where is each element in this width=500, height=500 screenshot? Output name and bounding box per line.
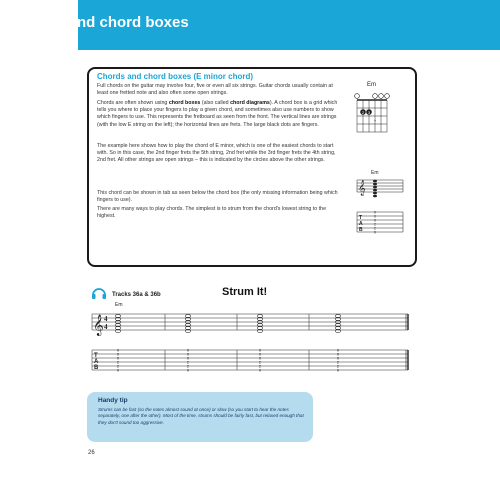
tab-value: 0 xyxy=(186,347,190,353)
tab-value: 0 xyxy=(186,355,190,361)
tab-value: 2 xyxy=(116,363,120,369)
chord-noteheads xyxy=(373,180,377,198)
tab-value: 0 xyxy=(116,347,120,353)
strum-notation xyxy=(90,312,410,382)
handy-tip-title: Handy tip xyxy=(98,397,128,404)
tab-value: 2 xyxy=(258,359,262,365)
strum-chord-name: Em xyxy=(115,302,123,308)
tab-letter-b: B xyxy=(359,227,363,233)
bold-term-chord-diagrams: chord diagrams xyxy=(230,100,270,106)
tab-value: 0 xyxy=(186,351,190,357)
tracks-label: Tracks 36a & 36b xyxy=(112,292,161,298)
paragraph-text: Chords are often shown using xyxy=(97,100,169,106)
tab-value: 2 xyxy=(186,359,190,365)
tab-value: 0 xyxy=(258,347,262,353)
tab-value: 0 xyxy=(374,218,376,223)
strum-staff-lines xyxy=(92,314,408,330)
tab-value: 0 xyxy=(258,367,262,373)
tab-value: 2 xyxy=(336,359,340,365)
tab-value: 0 xyxy=(258,355,262,361)
treble-clef-icon: 𝄞 xyxy=(93,315,104,336)
tab-value: 2 xyxy=(374,222,376,227)
paragraph-e-minor: The example here shows how to play the chord of E minor, which is one of the easiest chords to start with. So in this case, the 2nd finger frets the 5th string, 2nd fret while the 3rd finger frets the 4th string, 2nd fret. All other strings are open strings – this is indicated by the circles above the other strings. xyxy=(97,143,336,164)
headphones-icon[interactable] xyxy=(91,286,107,300)
finger-number-3: 3 xyxy=(367,109,371,115)
tab-value: 0 xyxy=(336,351,340,357)
time-signature-top: 4 xyxy=(104,315,108,323)
paragraph-text: ). A chord box is a grid which tells you where to place your fingers to play a given chord, and sometimes also use numbers to show which fingers to use. This represents the fretboard as seen from the front. The vertical lines are strings (with the low E string on the left); the horizontal lines are frets. The large black dots are fingers. xyxy=(97,100,338,128)
tab-value: 2 xyxy=(116,359,120,365)
tab-value: 2 xyxy=(374,226,376,231)
strum-chord-2 xyxy=(185,314,190,372)
tab-value: 2 xyxy=(336,363,340,369)
tab-letter-b: B xyxy=(94,365,99,371)
strum-chord-1 xyxy=(115,314,120,372)
tab-letter-t: T xyxy=(359,215,363,221)
strum-it-title: Strum It! xyxy=(222,286,268,298)
page-title: Chords and chord boxes xyxy=(12,14,189,31)
tab-value: 0 xyxy=(186,367,190,373)
paragraph-text: (also called xyxy=(200,100,231,106)
strum-chord-3 xyxy=(257,314,262,372)
tab-value: 0 xyxy=(336,355,340,361)
paragraph-chord-boxes xyxy=(97,100,339,129)
time-signature-bottom: 4 xyxy=(104,323,108,331)
tab-letter-a: A xyxy=(94,359,99,365)
handy-tip-text: Strums can be fast (so the notes almost sound at once) or slow (so you start to hear the notes separately, one after the other). Most of the time, strums should be fairly fast, but relaxed enough that they don't sound too aggressive. xyxy=(98,407,304,425)
treble-clef-icon: 𝄞 xyxy=(358,181,366,196)
tab-value: 0 xyxy=(116,367,120,373)
tab-letter-a: A xyxy=(359,221,363,227)
em-chord-box-diagram xyxy=(355,92,395,142)
open-string-markers xyxy=(355,94,390,99)
svg-text:+: + xyxy=(373,118,377,123)
paragraph-intro: Full chords on the guitar may involve four, five or even all six strings. Guitar chords usually contain at least one fretted note and also often some open strings. xyxy=(97,83,333,97)
tab-value: 0 xyxy=(374,214,376,219)
tab-value: 2 xyxy=(258,363,262,369)
tab-value: 0 xyxy=(116,355,120,361)
paragraph-strum: There are many ways to play chords. The simplest is to strum from the chord's lowest string to the highest. xyxy=(97,206,327,220)
box-title: Chords and chord boxes (E minor chord) xyxy=(97,72,254,81)
tab-value: 0 xyxy=(336,367,340,373)
tab-value: 0 xyxy=(336,347,340,353)
page-number: 26 xyxy=(88,450,95,456)
chord-grid xyxy=(357,100,387,132)
tab-value: 0 xyxy=(374,210,376,215)
tab-value: 0 xyxy=(374,230,376,235)
finger-number-2: 2 xyxy=(361,109,365,115)
tab-value: 0 xyxy=(258,351,262,357)
tab-value: 2 xyxy=(186,363,190,369)
chord-box-name: Em xyxy=(367,82,376,88)
bold-term-chord-boxes: chord boxes xyxy=(168,100,201,106)
mini-staff-chord-name: Em xyxy=(371,170,379,176)
strum-tab-lines xyxy=(92,347,408,370)
strum-chord-4 xyxy=(335,314,340,372)
tab-value: 0 xyxy=(116,351,120,357)
tab-letter-t: T xyxy=(94,353,98,359)
mini-staff-notation xyxy=(355,178,405,248)
paragraph-tab: This chord can be shown in tab as seen below the chord box (the only missing information being which fingers to use). xyxy=(97,190,338,204)
